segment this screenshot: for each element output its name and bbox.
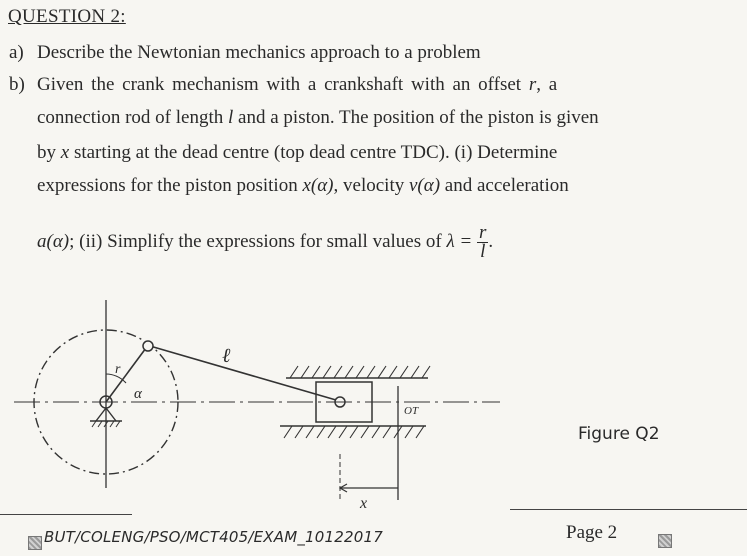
lambda-fraction bbox=[477, 224, 488, 261]
label-l: ℓ bbox=[222, 345, 231, 367]
part-a-label: a) bbox=[9, 42, 24, 63]
footer-page-number: Page 2 bbox=[566, 522, 618, 543]
footer-rule-left bbox=[0, 514, 132, 515]
part-b-line-4 bbox=[37, 175, 569, 197]
label-ot: OT bbox=[404, 405, 419, 417]
figure-caption: Figure Q2 bbox=[578, 424, 660, 444]
label-alpha: α bbox=[134, 386, 142, 402]
text-span: by bbox=[37, 142, 56, 163]
text-span: . bbox=[488, 230, 494, 252]
text-span: and acceleration bbox=[444, 175, 569, 196]
var-x: x bbox=[60, 142, 70, 163]
text-span: and a piston. The position of the piston is given bbox=[238, 107, 599, 128]
part-b-line-5 bbox=[37, 224, 493, 261]
var-l: l bbox=[228, 107, 234, 128]
part-b-line-2 bbox=[37, 107, 599, 129]
question-title: QUESTION 2: bbox=[8, 6, 126, 27]
text-span: , a bbox=[536, 74, 558, 95]
label-r: r bbox=[115, 362, 121, 377]
expr-a-alpha: a(α) bbox=[37, 230, 70, 252]
text-span: Given the crank mechanism with a crankshaft with an offset bbox=[37, 74, 522, 95]
part-b-label: b) bbox=[9, 74, 25, 95]
crank-mechanism-figure bbox=[0, 290, 560, 520]
fraction-numerator: r bbox=[479, 222, 487, 243]
part-b-line-3 bbox=[37, 142, 557, 164]
var-r: r bbox=[528, 74, 537, 95]
upper-guide-hatch bbox=[290, 366, 430, 378]
text-span: connection rod of length bbox=[37, 107, 224, 128]
label-x: x bbox=[360, 495, 368, 512]
expr-x-alpha: x(α) bbox=[302, 175, 334, 196]
part-b-line-1 bbox=[37, 74, 557, 96]
text-span: expressions for the piston position bbox=[37, 175, 298, 196]
text-span: ; (ii) Simplify the expressions for small values of bbox=[69, 230, 442, 252]
fraction-denominator: l bbox=[480, 241, 486, 262]
text-span: , velocity bbox=[333, 175, 405, 196]
crank-pin bbox=[143, 341, 153, 351]
text-span: starting at the dead centre (top dead centre TDC). (i) Determine bbox=[73, 142, 558, 163]
footer-rule-right bbox=[510, 509, 747, 510]
footer-exam-code: BUT/COLENG/PSO/MCT405/EXAM_10122017 bbox=[44, 528, 383, 546]
expr-v-alpha: v(α) bbox=[408, 175, 441, 196]
lower-guide-hatch bbox=[284, 426, 424, 438]
stamp-icon bbox=[658, 534, 672, 548]
stamp-icon bbox=[28, 536, 42, 550]
lambda-symbol: λ = bbox=[446, 230, 473, 252]
part-a-text: Describe the Newtonian mechanics approach to a problem bbox=[37, 42, 481, 63]
